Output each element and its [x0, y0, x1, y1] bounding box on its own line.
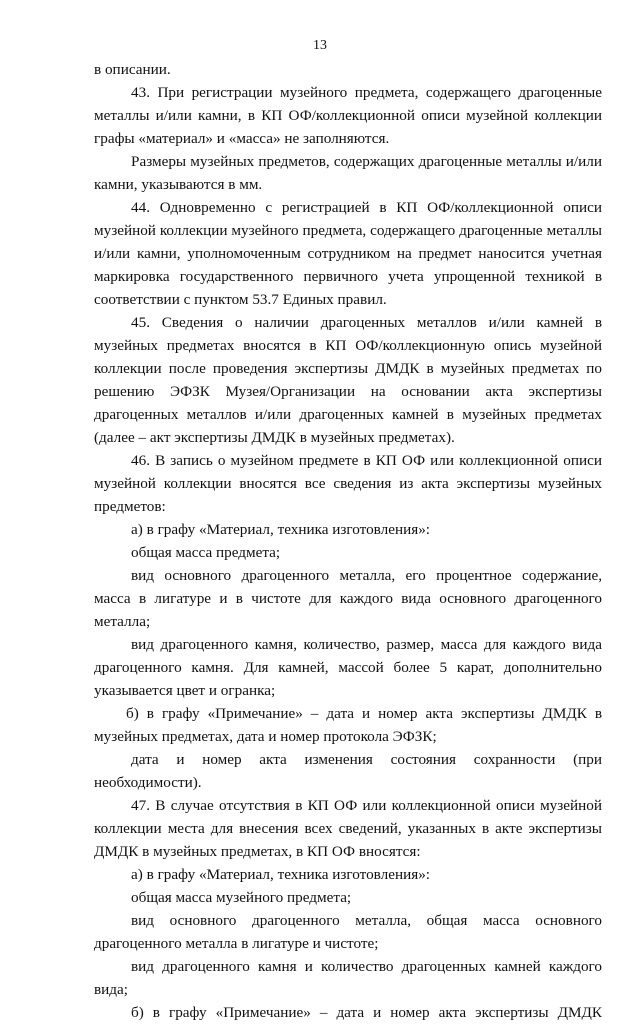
- list-item: а) в графу «Материал, техника изготовления»:: [131, 521, 431, 538]
- paragraph: вид драгоценного камня и количество драгоценных камней каждого вида;: [94, 958, 602, 998]
- document-body: [94, 58, 602, 1024]
- paragraph: вид основного драгоценного металла, его процентное содержание, масса в лигатуре и в чистоте для каждого вида основного драгоценного металла;: [94, 567, 602, 630]
- paragraph: общая масса предмета;: [131, 544, 281, 561]
- page-number: 13: [313, 38, 327, 53]
- paragraph: Размеры музейных предметов, содержащих драгоценные металлы и/или камни, указываются в мм.: [94, 153, 602, 193]
- paragraph-44: 44. Одновременно с регистрацией в КП ОФ/коллекционной описи музейной коллекции музейного предмета, содержащего драгоценные металлы и/или камни, уполномоченным сотрудником на предмет наносится учетная маркировка государственного первичного учета упрощенной техникой в соответствии с пунктом 53.7 Единых правил.: [94, 199, 602, 308]
- paragraph-43: 43. При регистрации музейного предмета, содержащего драгоценные металлы и/или камни, в КП ОФ/коллекционной описи музейной коллекции графы «материал» и «масса» не заполняются.: [94, 84, 602, 147]
- paragraph: общая масса музейного предмета;: [131, 889, 352, 906]
- paragraph: в описании.: [94, 61, 171, 78]
- paragraph: вид драгоценного камня, количество, размер, масса для каждого вида драгоценного камня. Для камней, массой более 5 карат, дополнительно указывается цвет и огранка;: [94, 636, 602, 699]
- paragraph-46: 46. В запись о музейном предмете в КП ОФ или коллекционной описи музейной коллекции вносятся все сведения из акта экспертизы музейных предметов:: [94, 452, 602, 515]
- paragraph-45: 45. Сведения о наличии драгоценных металлов и/или камней в музейных предметах вносятся в КП ОФ/коллекционную опись музейной коллекции после проведения экспертизы ДМДК в музейных предметах по решению ЭФЗК Музея/Организации на основании акта экспертизы драгоценных металлов и/или драгоценных камней в музейных предметах (далее – акт экспертизы ДМДК в музейных предметах).: [94, 314, 602, 446]
- list-item: б) в графу «Примечание» – дата и номер акта экспертизы ДМДК в музейных предметах, дата и номер протокола ЭФЗК;: [94, 705, 602, 745]
- paragraph-47: 47. В случае отсутствия в КП ОФ или коллекционной описи музейной коллекции места для внесения всех сведений, указанных в акте экспертизы ДМДК в музейных предметах, в КП ОФ вносятся:: [94, 797, 602, 860]
- paragraph: дата и номер акта изменения состояния сохранности (при необходимости).: [94, 751, 602, 791]
- paragraph: вид основного драгоценного металла, общая масса основного драгоценного металла в лигатуре и чистоте;: [94, 912, 602, 952]
- list-item: б) в графу «Примечание» – дата и номер акта экспертизы ДМДК: [131, 1004, 602, 1021]
- list-item: а) в графу «Материал, техника изготовления»:: [131, 866, 431, 883]
